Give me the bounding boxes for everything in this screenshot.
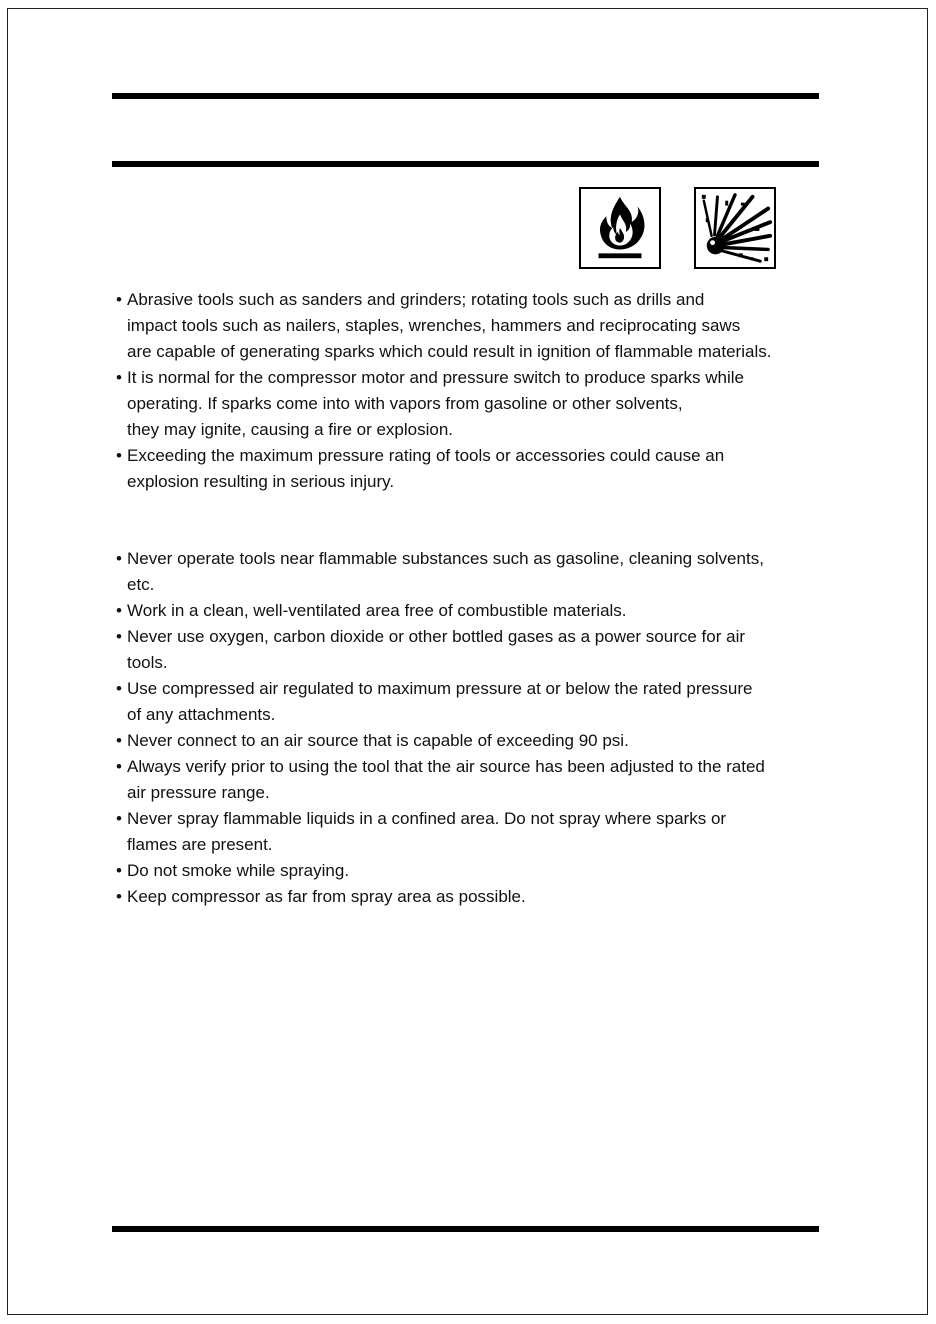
flammable-icon [579,187,661,269]
bullet: • [116,368,122,387]
precaution-text: Work in a clean, well-ventilated area free of combustible materials. [127,601,627,620]
explosive-icon [694,187,776,269]
precaution-item [116,806,836,858]
bullet: • [116,757,122,776]
precaution-item [116,728,836,754]
precaution-item [116,598,836,624]
hazard-item [116,365,836,443]
precaution-item [116,676,836,728]
hazard-list [116,287,836,495]
bullet: • [116,861,122,880]
precaution-item [116,858,836,884]
precaution-list [116,546,836,910]
header-rule-bottom [112,161,819,167]
precaution-item [116,624,836,676]
bullet: • [116,446,122,465]
hazard-item [116,443,836,495]
precaution-text: Use compressed air regulated to maximum pressure at or below the rated pressure of any attachments. [127,679,753,724]
header-rule-top [112,93,819,99]
precaution-text: Never connect to an air source that is capable of exceeding 90 psi. [127,731,629,750]
precaution-text: Always verify prior to using the tool that the air source has been adjusted to the rated air pressure range. [127,757,765,802]
hazard-text: Abrasive tools such as sanders and grinders; rotating tools such as drills and impact tools such as nailers, staples, wrenches, hammers and reciprocating saws are capable of generating sparks which could result in ignition of flammable materials. [127,290,772,361]
precaution-text: Never use oxygen, carbon dioxide or other bottled gases as a power source for air tools. [127,627,746,672]
bullet: • [116,679,122,698]
precaution-text: Do not smoke while spraying. [127,861,350,880]
hazard-text: Exceeding the maximum pressure rating of tools or accessories could cause an explosion resulting in serious injury. [127,446,725,491]
precaution-text: Never spray flammable liquids in a confined area. Do not spray where sparks or flames are present. [127,809,727,854]
precaution-item [116,884,836,910]
bullet: • [116,809,122,828]
precaution-item [116,546,836,598]
hazard-item [116,287,836,365]
bullet: • [116,887,122,906]
precaution-item [116,754,836,806]
bullet: • [116,549,122,568]
bullet: • [116,627,122,646]
precaution-text: Keep compressor as far from spray area as possible. [127,887,526,906]
hazard-text: It is normal for the compressor motor and pressure switch to produce sparks while operating. If sparks come into with vapors from gasoline or other solvents, they may ignite, causing a fire or explosion. [127,368,744,439]
footer-rule [112,1226,819,1232]
precaution-text: Never operate tools near flammable substances such as gasoline, cleaning solvents, etc. [127,549,764,594]
bullet: • [116,601,122,620]
bullet: • [116,731,122,750]
bullet: • [116,290,122,309]
